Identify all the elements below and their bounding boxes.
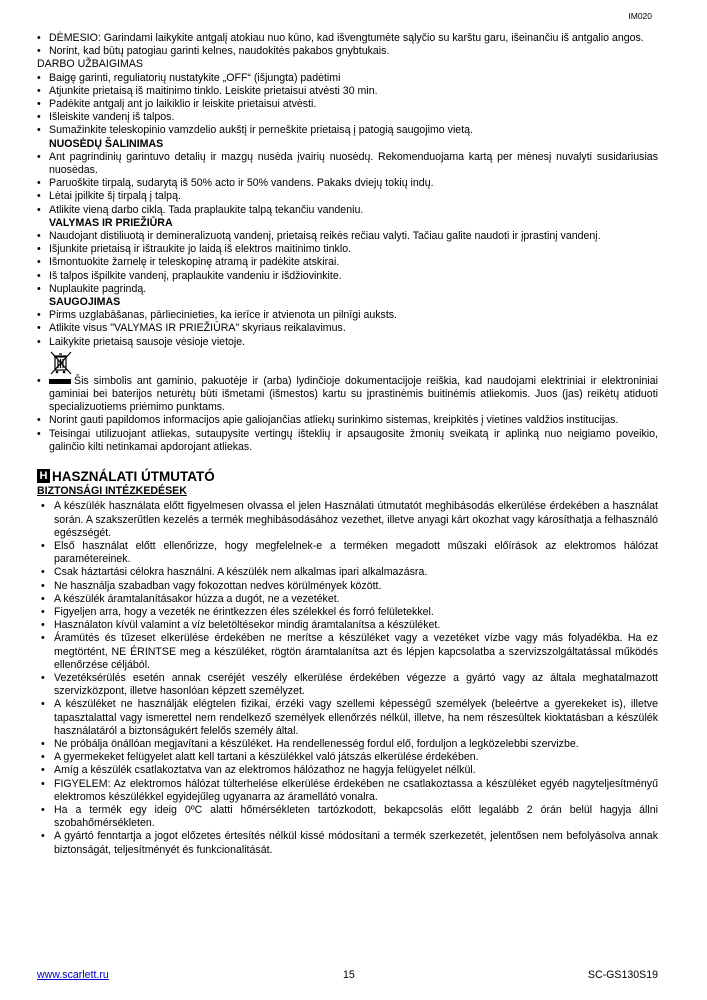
list-item: • Nuplaukite pagrindą. [37,283,658,296]
section-heading-completion: DARBO UŽBAIGIMAS [37,58,143,71]
website-link[interactable]: www.scarlett.ru [37,969,109,981]
list-item: • A gyermekeket felügyelet alatt kell tartani a készülékkel való játszás elkerülése érdekében. [37,751,658,764]
page-code: IM020 [628,11,652,21]
section-heading-descaling: NUOSĖDŲ ŠALINIMAS [49,137,164,150]
list-item: • Csak háztartási célokra használni. A készülék nem alkalmas ipari alkalmazásra. [37,566,658,579]
list-item: • FIGYELEM: Az elektromos hálózat túlterhelése elkerülése érdekében ne csatlakoztassa a készüléket egyéb nagyteljesítményű elektromos készülékkel egyidejűleg ugyanarra az áramellátó vonalra. [37,778,658,804]
list-item: • Figyeljen arra, hogy a vezeték ne érintkezzen éles szélekkel és forró felületekkel. [37,606,658,619]
list-item: • Išleiskite vandenį iš talpos. [37,111,658,124]
list-item: • Sumažinkite teleskopinio vamzdelio aukštį ir perneškite prietaisą į patogią saugojimo vietą. [37,124,658,137]
weee-text: Šis simbolis ant gaminio, pakuotėje ir (arba) lydinčioje dokumentacijoje reiškia, kad naudojami elektriniai ir elektroniniai gaminiai bei baterijos neturėtų būti išmetami (išmestos) kartu su įprastinėmis buitinėmis atliekomis. Juos (jas) reikėtų atiduoti specializuotiems priėmimo punktams. [49,374,658,414]
page-footer [37,969,658,983]
list-item: • Atjunkite prietaisą iš maitinimo tinklo. Leiskite prietaisui atvėsti 30 min. [37,85,658,98]
list-item: • A készüléket ne használják elégtelen fizikai, érzéki vagy szellemi képességű személyek (beleértve a gyerekeket is), illetve tapasztalattal vagy ismerettel nem rendelkező személyek ellenőrzés nélkül, illetve, ha nem részesültek kioktatásban a készülék használatáról a biztonságukért felelős személy által. [37,698,658,738]
list-item: • Atlikite vieną darbo ciklą. Tada praplaukite talpą tekančiu vandeniu. [37,204,658,217]
list-item: • Iš talpos išpilkite vandenį, praplaukite vandeniu ir išdžiovinkite. [37,270,658,283]
list-item: • A gyártó fenntartja a jogot előzetes értesítés nélkül kissé módosítani a termék szerkezetét, jelentősen nem befolyásolva annak biztonságát, teljesítményét és funkcionalitását. [37,830,658,856]
section-heading-storage: SAUGOJIMAS [49,296,121,309]
list-item: • Használaton kívül valamint a víz beletöltésekor mindig áramtalanítsa a készüléket. [37,619,658,632]
list-item: • Ant pagrindinių garintuvo detalių ir mazgų nusėda įvairių nuosėdų. Rekomenduojama kartą per mėnesį nuvalyti susidariusias nuosėdas. [37,151,658,177]
list-item: • Vezetéksérülés esetén annak cseréjét veszély elkerülése érdekében végezze a gyártó vagy az általa meghatalmazott szervizközpont, illetve hasonlóan képzett személyzet. [37,672,658,698]
list-item: • Laikykite prietaisą sausoje vėsioje vietoje. [37,336,658,349]
list-item: • Išmontuokite žarnelę ir teleskopinę atramą ir padėkite atskirai. [37,256,658,269]
list-item: • Norint, kad būtų patogiau garinti kelnes, naudokitės pakabos gnybtukais. [37,45,658,58]
list-item: • Ne használja szabadban vagy fokozottan nedves körülmények között. [37,580,658,593]
section-title-hu [37,469,658,485]
list-item: • Áramütés és tűzeset elkerülése érdekében ne merítse a készüléket vagy a vezetéket vízbe vagy más folyadékba. Ha ez megtörtént, NE ÉRINTSE meg a készüléket, rögtön áramtalanítsa azt és lépjen kapcsolatba a szervizszolgáltatással működés ellenőrzése céljából. [37,632,658,672]
list-item: • Teisingai utilizuojant atliekas, sutaupysite vertingų išteklių ir apsaugosite žmonių sveikatą ir aplinką nuo neigiamo poveikio, galinčio kilti netinkamai apdorojant atliekas. [37,428,658,454]
section-title-text: HASZNÁLATI ÚTMUTATÓ [52,469,215,485]
list-item: • Atlikite visus "VALYMAS IR PRIEŽIŪRA" skyriaus reikalavimus. [37,322,658,335]
list-item: • Padėkite antgalį ant jo laikiklio ir leiskite prietaisui atvėsti. [37,98,658,111]
list-item: • Amíg a készülék csatlakoztatva van az elektromos hálózathoz ne hagyja felügyelet nélkül. [37,764,658,777]
list-item: • Paruoškite tirpalą, sudarytą iš 50% acto ir 50% vandens. Pakaks dviejų tokių indų. [37,177,658,190]
list-item: • Norint gauti papildomos informacijos apie galiojančias atliekų surinkimo sistemas, kreipkitės į vietines valdžios institucijas. [37,414,658,427]
weee-bar-icon [49,379,71,384]
page-number: 15 [343,969,355,981]
list-item: • Išjunkite prietaisą ir ištraukite jo laidą iš elektros maitinimo tinklo. [37,243,658,256]
list-item: • Ha a termék egy ideig 0ºC alatti hőmérsékleten tartózkodott, bekapcsolás előtt legalább 2 órán belül hagyja állni szobahőmérsékleten. [37,804,658,830]
list-item: • Ne próbálja önállóan megjavítani a készüléket. Ha rendellenesség fordul elő, forduljon a legközelebbi szervizbe. [37,738,658,751]
list-item: • Baigę garinti, reguliatorių nustatykite „OFF“ (išjungta) padėtimi [37,72,658,85]
list-item: • A készülék használata előtt figyelmesen olvassa el jelen Használati útmutatót meghibásodás elkerülése érdekében a használat során. A szakszerűtlen kezelés a termék meghibásodásához vezethet, illetve anyagi kárt okozhat vagy károsíthatja a felhasználó egészségét. [37,500,658,540]
list-item: • A készülék áramtalanításakor húzza a dugót, ne a vezetéket. [37,593,658,606]
crossed-bin-icon [50,351,72,375]
bullet-icon: • [37,374,41,387]
section-heading-cleaning: VALYMAS IR PRIEŽIŪRA [49,216,173,229]
list-item: • Lėtai įpilkite šį tirpalą į talpą. [37,190,658,203]
list-item: • Naudojant distiliuotą ir demineralizuotą vandenį, prietaisą reikės rečiau valyti. Tačiau galite naudoti ir įprastinį vandenį. [37,230,658,243]
list-item: • Pirms uzglabāšanas, pārliecinieties, ka ierīce ir atvienota un pilnīgi auksts. [37,309,658,322]
section-subtitle-safety: BIZTONSÁGI INTÉZKEDÉSEK [37,485,187,498]
model-number: SC-GS130S19 [587,969,658,981]
page-content [37,32,658,857]
language-letter-badge: H [37,469,50,483]
list-item: • DĖMESIO: Garindami laikykite antgalį atokiau nuo kūno, kad išvengtumėte sąlyčio su karštu garu, išeinančiu iš antgalio angos. [37,32,658,45]
weee-notice [37,375,658,415]
list-item: • Első használat előtt ellenőrizze, hogy megfelelnek-e a terméken megadott műszaki előírások az elektromos hálózat paramétereinek. [37,540,658,566]
